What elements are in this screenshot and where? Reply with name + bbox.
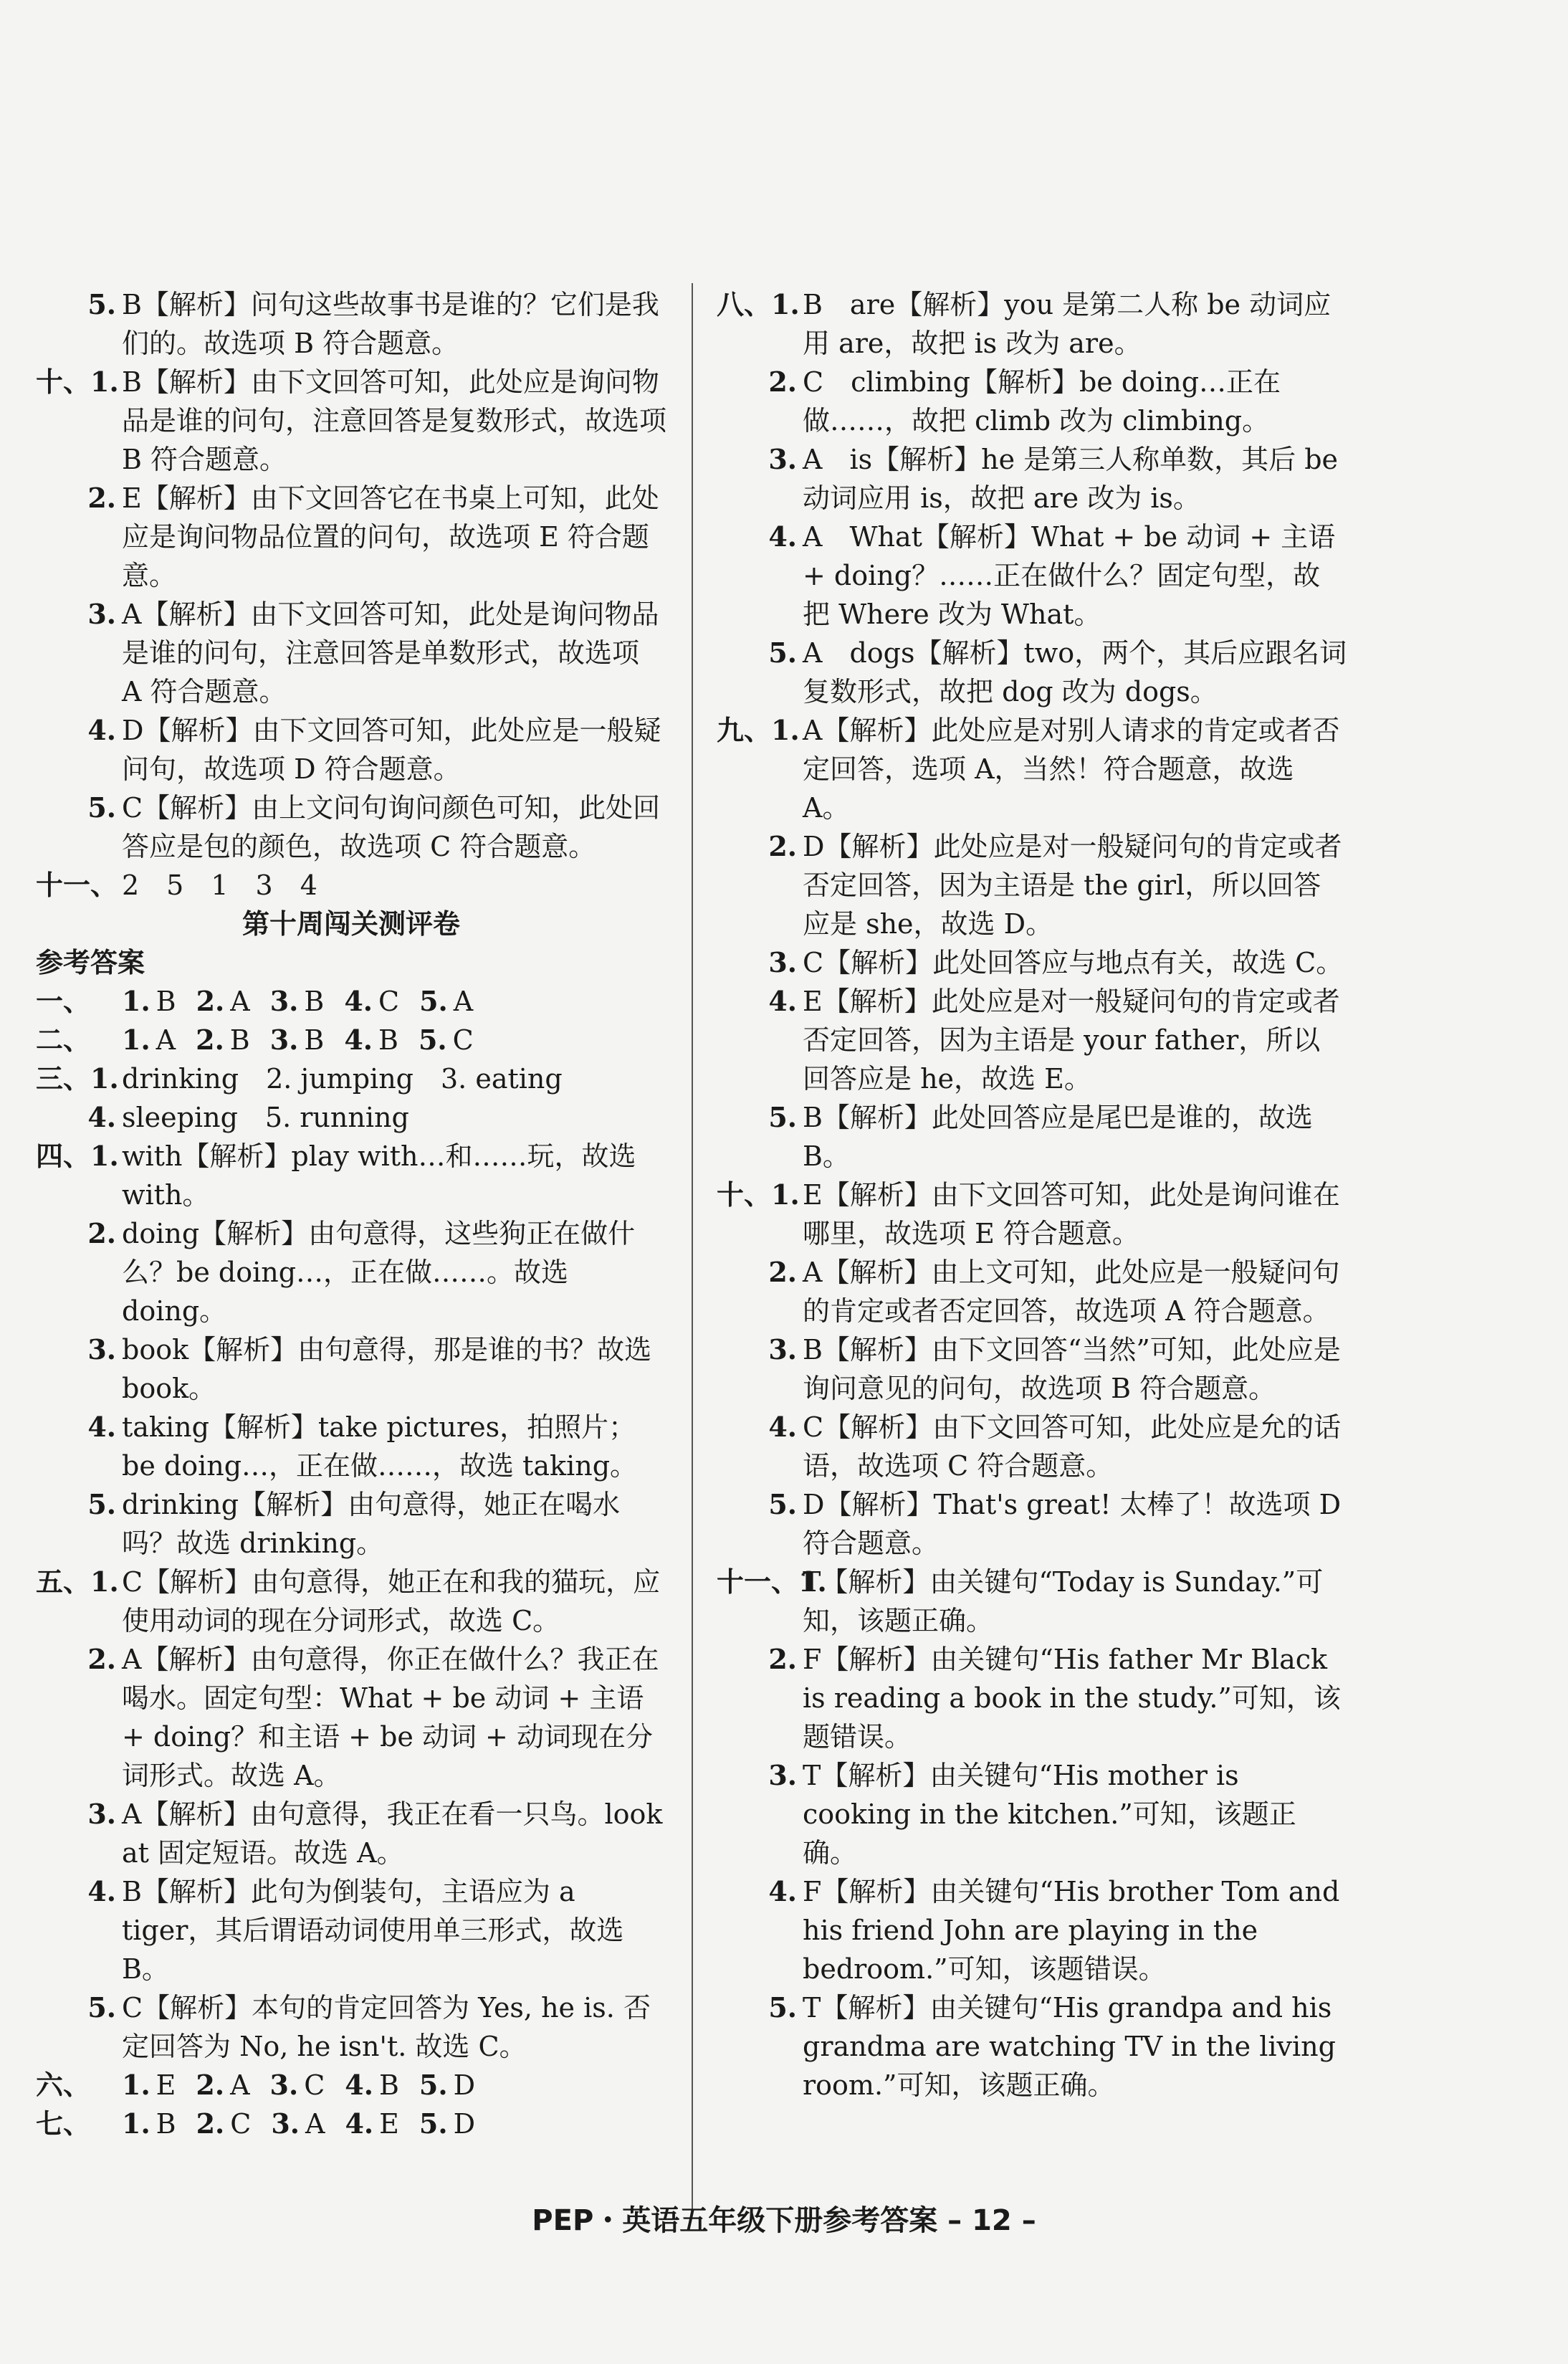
item-number: 3.	[768, 1759, 797, 1791]
item-text: C climbing【解析】be doing…正在做……，故把 climb 改为 climbing。	[803, 366, 1281, 437]
answer-item	[36, 363, 666, 479]
item-number: 十、1.	[36, 366, 119, 398]
item-text: D【解析】由下文回答可知，此处应是一般疑问句，故选项 D 符合题意。	[122, 715, 661, 785]
item-number: 4.	[87, 1875, 116, 1907]
answer-cell	[419, 2105, 475, 2143]
answer-cell	[419, 982, 473, 1021]
cell-number: 3.	[269, 1024, 299, 1056]
answer-item	[36, 866, 666, 905]
item-number: 2.	[768, 366, 797, 398]
answer-row	[122, 982, 666, 1021]
answer-cell	[196, 982, 250, 1021]
cell-answer: D	[453, 2069, 476, 2101]
item-number: 2.	[768, 830, 797, 862]
cell-answer: A	[230, 2069, 250, 2101]
answer-cell	[270, 2066, 325, 2105]
answer-item	[36, 1485, 666, 1563]
answer-item	[36, 1408, 666, 1485]
answer-item	[717, 285, 1347, 363]
item-text: A What【解析】What + be 动词 + 主语 + doing？……正在做什么？固定句型，故把 Where 改为 What。	[803, 521, 1336, 630]
item-text: A is【解析】he 是第三人称单数，其后 be 动词应用 is，故把 are 改为 is。	[803, 444, 1339, 514]
answer-cell	[196, 2105, 252, 2143]
answer-item	[36, 479, 666, 595]
cell-number: 5.	[418, 1024, 447, 1056]
answer-item	[717, 1756, 1347, 1872]
answer-row	[122, 1021, 666, 1059]
page-footer: PEP・英语五年级下册参考答案 – 12 –	[532, 2204, 1036, 2237]
cell-number: 4.	[345, 2069, 373, 2101]
item-text: F【解析】由关键句“His brother Tom and his friend John are playing in the bedroom.”可知，该题错误。	[803, 1876, 1340, 1985]
item-text: A【解析】由上文可知，此处应是一般疑问句的肯定或者否定回答，故选项 A 符合题意。	[803, 1257, 1340, 1327]
item-text: B【解析】此句为倒装句，主语应为 a tiger，其后谓语动词使用单三形式，故选 B。	[122, 1876, 624, 1985]
cell-answer: A	[305, 2108, 325, 2140]
answer-item	[36, 1137, 666, 1214]
answer-item	[717, 440, 1347, 518]
cell-number: 2.	[196, 985, 225, 1017]
item-number: 七、	[36, 2107, 91, 2140]
answer-item	[717, 1176, 1347, 1253]
answer-item	[36, 982, 666, 1021]
item-number: 五、1.	[36, 1565, 119, 1598]
item-text: A【解析】由句意得，你正在做什么？我正在喝水。固定句型：What + be 动词 + 主语 + doing？和主语 + be 动词 + 动词现在分词形式。故选 A。	[122, 1644, 659, 1791]
item-number: 十一、	[36, 869, 118, 901]
cell-number: 3.	[269, 2069, 299, 2101]
answer-cell	[271, 2105, 325, 2143]
answer-item	[36, 1021, 666, 1059]
cell-answer: B	[156, 2108, 176, 2140]
item-number: 3.	[87, 598, 116, 630]
item-text: T【解析】由关键句“His grandpa and his grandma are watching TV in the living room.”可知，该题正确。	[803, 1992, 1336, 2101]
section-heading: 第十周闯关测评卷	[242, 907, 460, 940]
cell-number: 4.	[345, 2107, 374, 2140]
cell-number: 1.	[122, 1024, 150, 1056]
item-text: E【解析】由下文回答可知，此处是询问谁在哪里，故选项 E 符合题意。	[803, 1179, 1340, 1249]
answer-item	[36, 595, 666, 711]
item-number: 3.	[87, 1798, 116, 1830]
answer-cell	[419, 1021, 474, 1059]
answer-item	[36, 285, 666, 363]
item-text: taking【解析】take pictures，拍照片；be doing…，正在做……，故选 taking。	[122, 1411, 638, 1482]
answer-cell	[419, 2066, 475, 2105]
left-column	[36, 285, 666, 2143]
item-number: 3.	[768, 1333, 797, 1366]
cell-number: 3.	[269, 985, 299, 1017]
cell-answer: B	[378, 1024, 398, 1056]
item-text: C【解析】本句的肯定回答为 Yes, he is. 否定回答为 No, he isn't. 故选 C。	[122, 1992, 651, 2062]
item-number: 2.	[768, 1256, 797, 1288]
item-text: B are【解析】you 是第二人称 be 动词应用 are，故把 is 改为 are。	[803, 289, 1332, 359]
answer-item	[36, 1988, 666, 2066]
item-number: 4.	[768, 1875, 797, 1907]
item-text: book【解析】由句意得，那是谁的书？故选 book。	[122, 1334, 652, 1404]
item-number: 四、1.	[36, 1140, 119, 1172]
item-text: drinking【解析】由句意得，她正在喝水吗？故选 drinking。	[122, 1489, 621, 1559]
item-number: 3.	[87, 1333, 116, 1366]
item-text: A dogs【解析】two，两个，其后应跟名词复数形式，故把 dog 改为 dogs。	[803, 637, 1347, 707]
item-number: 5.	[768, 1488, 797, 1520]
cell-number: 3.	[271, 2107, 300, 2140]
answer-item	[717, 1988, 1347, 2105]
item-number: 4.	[768, 1411, 797, 1443]
item-number: 3.	[768, 443, 797, 475]
answer-item	[717, 1640, 1347, 1756]
item-text: T【解析】由关键句“His mother is cooking in the kitchen.”可知，该题正确。	[803, 1760, 1296, 1869]
cell-number: 2.	[196, 2107, 225, 2140]
answer-cell	[270, 1021, 325, 1059]
answer-item	[36, 2105, 666, 2143]
item-text: A【解析】此处应是对别人请求的肯定或者否定回答，选项 A，当然！符合题意，故选 A。	[803, 715, 1340, 824]
answer-item	[717, 518, 1347, 634]
answer-item	[717, 1485, 1347, 1563]
item-number: 4.	[87, 1101, 116, 1133]
answer-key-heading: 参考答案	[36, 946, 145, 978]
answer-item	[36, 1640, 666, 1795]
answer-cell	[345, 2105, 398, 2143]
item-text: E【解析】此处应是对一般疑问句的肯定或者否定回答，因为主语是 your father，所以回答应是 he，故选 E。	[803, 986, 1340, 1095]
answer-item	[36, 788, 666, 866]
item-number: 5.	[87, 791, 116, 824]
item-text: 2 5 1 3 4	[122, 869, 317, 901]
item-number: 5.	[768, 1101, 797, 1133]
item-number: 2.	[768, 1643, 797, 1675]
item-text: D【解析】That's great! 太棒了！故选项 D 符合题意。	[803, 1489, 1342, 1559]
item-text: B【解析】由下文回答可知，此处应是询问物品是谁的问句，注意回答是复数形式，故选项 B 符合题意。	[122, 366, 667, 475]
item-number: 2.	[87, 482, 116, 514]
answer-item	[36, 1872, 666, 1988]
answer-item	[717, 1098, 1347, 1176]
cell-number: 2.	[196, 1024, 224, 1056]
answer-item	[717, 1872, 1347, 1988]
cell-answer: A	[230, 986, 250, 1017]
item-text: C【解析】此处回答应与地点有关，故选 C。	[803, 947, 1344, 978]
item-text: D【解析】此处应是对一般疑问句的肯定或者否定回答，因为主语是 the girl，所以回答应是 she，故选 D。	[803, 831, 1342, 940]
answer-item	[717, 1563, 1347, 1640]
cell-answer: E	[156, 2069, 176, 2101]
item-text: with【解析】play with…和……玩，故选 with。	[122, 1140, 636, 1211]
answer-item	[36, 1563, 666, 1640]
answer-item	[717, 1330, 1347, 1408]
item-number: 4.	[768, 985, 797, 1017]
item-text: F【解析】由关键句“His father Mr Black is reading a book in the study.”可知，该题错误。	[803, 1644, 1341, 1753]
cell-number: 2.	[196, 2069, 225, 2101]
item-text: T【解析】由关键句“Today is Sunday.”可知，该题正确。	[803, 1566, 1324, 1636]
answer-item	[36, 2066, 666, 2105]
item-text: doing【解析】由句意得，这些狗正在做什么？be doing…，正在做……。故选 doing。	[122, 1218, 636, 1327]
item-number: 二、	[36, 1024, 91, 1056]
answer-cell	[345, 2066, 399, 2105]
cell-number: 1.	[122, 2069, 150, 2101]
item-number: 十、1.	[717, 1178, 800, 1211]
answer-item	[36, 711, 666, 788]
answer-item	[717, 982, 1347, 1098]
cell-answer: B	[304, 986, 325, 1017]
item-number: 2.	[87, 1217, 116, 1249]
item-text: E【解析】由下文回答它在书桌上可知，此处应是询问物品位置的问句，故选项 E 符合题意。	[122, 482, 659, 591]
answer-item	[717, 1253, 1347, 1330]
item-text: C【解析】由上文问句询问颜色可知，此处回答应是包的颜色，故选项 C 符合题意。	[122, 792, 661, 862]
item-number: 九、1.	[717, 714, 800, 746]
answer-cell	[270, 982, 325, 1021]
item-number: 十一、1.	[717, 1565, 827, 1598]
item-number: 5.	[768, 637, 797, 669]
item-number: 4.	[87, 714, 116, 746]
cell-answer: E	[379, 2108, 399, 2140]
column-divider	[692, 283, 693, 2211]
answer-item	[36, 1214, 666, 1330]
answer-item	[36, 1059, 666, 1098]
answer-item	[717, 943, 1347, 982]
answer-cell	[196, 2066, 249, 2105]
cell-number: 1.	[122, 2107, 150, 2140]
answer-item	[717, 634, 1347, 711]
item-text: sleeping 5. running	[122, 1102, 409, 1133]
answer-row	[122, 2105, 666, 2143]
cell-number: 1.	[122, 985, 150, 1017]
item-number: 5.	[87, 1488, 116, 1520]
item-text: B【解析】此处回答应是尾巴是谁的，故选 B。	[803, 1102, 1313, 1172]
item-number: 3.	[768, 946, 797, 978]
cell-answer: B	[304, 1024, 325, 1056]
answer-cell	[344, 982, 399, 1021]
item-number: 2.	[87, 1643, 116, 1675]
answer-cell	[196, 1021, 250, 1059]
item-number: 5.	[768, 1991, 797, 2024]
cell-answer: B	[156, 986, 176, 1017]
cell-number: 5.	[419, 985, 448, 1017]
answer-item	[36, 1098, 666, 1137]
item-text: C【解析】由下文回答可知，此处应是允的话语，故选项 C 符合题意。	[803, 1411, 1342, 1482]
cell-number: 4.	[344, 1024, 373, 1056]
item-number: 一、	[36, 985, 91, 1017]
answer-item	[717, 363, 1347, 440]
answer-item	[717, 827, 1347, 943]
item-number: 八、1.	[717, 288, 800, 320]
answer-item	[36, 1330, 666, 1408]
item-number: 5.	[87, 1991, 116, 2024]
answer-cell	[344, 1021, 398, 1059]
answer-cell	[122, 2105, 176, 2143]
answer-row	[122, 2066, 666, 2105]
cell-answer: B	[229, 1024, 250, 1056]
item-number: 三、1.	[36, 1062, 119, 1095]
cell-number: 5.	[419, 2107, 448, 2140]
item-number: 5.	[87, 288, 116, 320]
right-column	[717, 285, 1347, 2105]
item-text: drinking 2. jumping 3. eating	[122, 1063, 563, 1095]
item-number: 六、	[36, 2069, 91, 2101]
answer-cell	[122, 982, 176, 1021]
answer-item	[36, 1795, 666, 1872]
item-text: B【解析】问句这些故事书是谁的？它们是我们的。故选项 B 符合题意。	[122, 289, 659, 359]
cell-answer: D	[453, 2108, 476, 2140]
cell-answer: A	[156, 1024, 176, 1056]
cell-answer: B	[378, 2069, 399, 2101]
item-number: 4.	[768, 520, 797, 553]
cell-answer: C	[304, 2069, 325, 2101]
cell-answer: C	[378, 986, 400, 1017]
cell-number: 4.	[344, 985, 373, 1017]
cell-number: 5.	[419, 2069, 448, 2101]
answer-cell	[122, 2066, 176, 2105]
item-text: C【解析】由句意得，她正在和我的猫玩，应使用动词的现在分词形式，故选 C。	[122, 1566, 661, 1636]
item-text: A【解析】由下文回答可知，此处是询问物品是谁的问句，注意回答是单数形式，故选项 A 符合题意。	[122, 599, 659, 707]
item-text: B【解析】由下文回答“当然”可知，此处应是询问意见的问句，故选项 B 符合题意。	[803, 1334, 1341, 1404]
cell-answer: A	[453, 986, 474, 1017]
answer-cell	[122, 1021, 176, 1059]
cell-answer: C	[452, 1024, 474, 1056]
cell-answer: C	[230, 2108, 252, 2140]
item-number: 4.	[87, 1411, 116, 1443]
answer-item	[717, 1408, 1347, 1485]
answer-item	[717, 711, 1347, 827]
item-text: A【解析】由句意得，我正在看一只鸟。look at 固定短语。故选 A。	[122, 1798, 663, 1869]
